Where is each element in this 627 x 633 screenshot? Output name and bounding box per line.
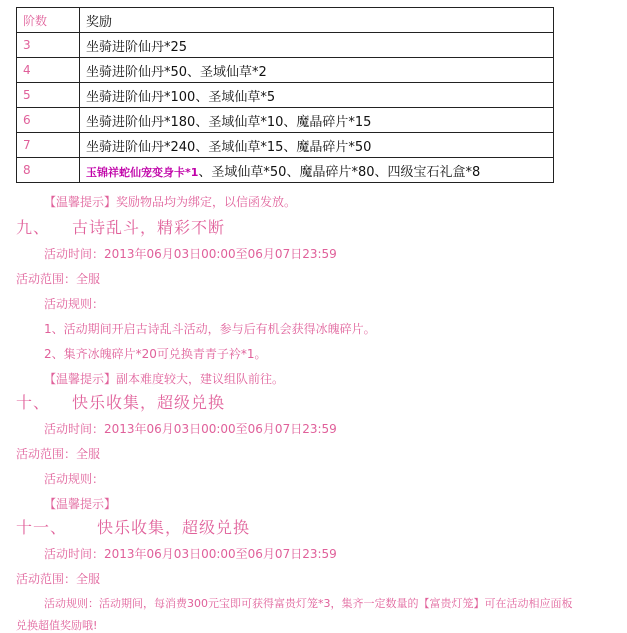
tier-cell: 7 bbox=[17, 133, 80, 158]
section-10-scope: 活动范围：全服 bbox=[16, 447, 101, 461]
reward-cell: 坐骑进阶仙丹*180、圣域仙草*10、魔晶碎片*15 bbox=[80, 108, 554, 133]
section-11-time: 活动时间：2013年06月03日00:00至06月07日23:59 bbox=[44, 547, 337, 561]
section-9-rule-1: 1、活动期间开启古诗乱斗活动，参与后有机会获得冰魄碎片。 bbox=[44, 322, 376, 336]
tier-cell: 5 bbox=[17, 83, 80, 108]
table-row bbox=[17, 108, 554, 133]
section-10-number: 十、 bbox=[16, 393, 51, 412]
tier-cell: 6 bbox=[17, 108, 80, 133]
section-10-time: 活动时间：2013年06月03日00:00至06月07日23:59 bbox=[44, 422, 337, 436]
section-9-title bbox=[16, 215, 225, 238]
header-reward: 奖励 bbox=[80, 8, 554, 33]
section-10-heading: 快乐收集，超级兑换 bbox=[72, 393, 226, 412]
section-9-scope: 活动范围：全服 bbox=[16, 272, 101, 286]
tip-bound: 【温馨提示】奖励物品均为绑定，以信函发放。 bbox=[44, 195, 297, 209]
reward-cell: 坐骑进阶仙丹*50、圣域仙草*2 bbox=[80, 58, 554, 83]
section-11-number: 十一、 bbox=[16, 518, 68, 537]
section-10-title bbox=[16, 390, 225, 413]
table-row bbox=[17, 133, 554, 158]
section-11-rules-cont: 兑换超值奖励哦! bbox=[16, 619, 98, 632]
reward-table bbox=[16, 7, 554, 183]
section-9-number: 九、 bbox=[16, 218, 51, 237]
section-10-rules-label: 活动规则： bbox=[44, 472, 105, 486]
table-row bbox=[17, 83, 554, 108]
tier-cell: 3 bbox=[17, 33, 80, 58]
section-10-tip: 【温馨提示】 bbox=[44, 497, 117, 511]
table-row bbox=[17, 158, 554, 183]
section-9-heading: 古诗乱斗，精彩不断 bbox=[72, 218, 226, 237]
tier-cell: 8 bbox=[17, 158, 80, 183]
table-row bbox=[17, 33, 554, 58]
special-reward: 玉锦祥蛇仙宠变身卡*1 bbox=[86, 165, 199, 179]
section-11-scope: 活动范围：全服 bbox=[16, 572, 101, 586]
section-9-tip: 【温馨提示】副本难度较大，建议组队前往。 bbox=[44, 372, 285, 386]
reward-rest: 、圣域仙草*50、魔晶碎片*80、四级宝石礼盒*8 bbox=[198, 164, 481, 180]
tier-cell: 4 bbox=[17, 58, 80, 83]
reward-cell bbox=[80, 158, 554, 183]
section-11-rules: 活动规则：活动期间，每消费300元宝即可获得富贵灯笼*3，集齐一定数量的【富贵灯笼】可在活动相应面板 bbox=[44, 597, 573, 610]
reward-cell: 坐骑进阶仙丹*25 bbox=[80, 33, 554, 58]
section-9-rules-label: 活动规则： bbox=[44, 297, 105, 311]
reward-cell: 坐骑进阶仙丹*100、圣域仙草*5 bbox=[80, 83, 554, 108]
section-11-title bbox=[16, 515, 250, 538]
section-9-time: 活动时间：2013年06月03日00:00至06月07日23:59 bbox=[44, 247, 337, 261]
header-tier: 阶数 bbox=[17, 8, 80, 33]
table-row bbox=[17, 58, 554, 83]
table-header-row bbox=[17, 8, 554, 33]
section-9-rule-2: 2、集齐冰魄碎片*20可兑换青青子衿*1。 bbox=[44, 347, 267, 361]
section-11-heading: 快乐收集，超级兑换 bbox=[97, 518, 251, 537]
reward-cell: 坐骑进阶仙丹*240、圣域仙草*15、魔晶碎片*50 bbox=[80, 133, 554, 158]
